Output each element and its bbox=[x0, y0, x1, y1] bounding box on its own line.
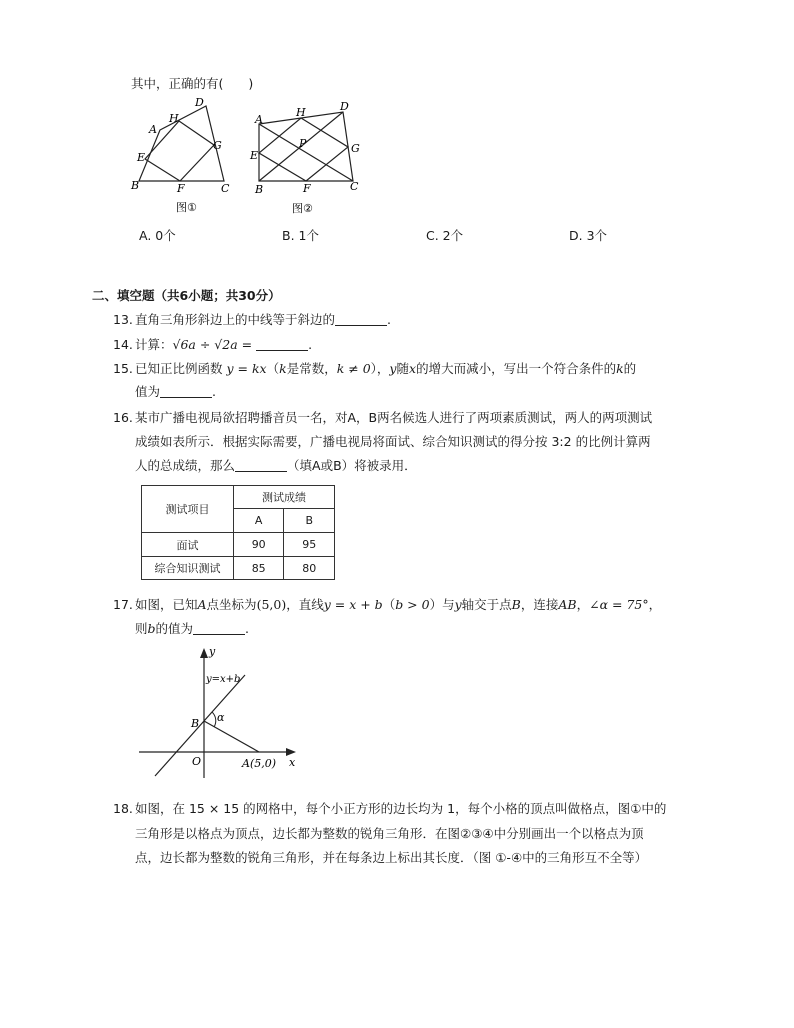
q18-number: 18. bbox=[113, 801, 133, 816]
q12-figure-2 bbox=[246, 95, 368, 217]
q15-text-a: 已知正比例函数 bbox=[135, 361, 227, 376]
question-15-line2 bbox=[135, 384, 216, 400]
choice-c: C. 2个 bbox=[426, 228, 464, 243]
angle-alpha-arc bbox=[212, 712, 216, 727]
q17-text-e: ）与 bbox=[429, 597, 455, 612]
y-axis-arrow bbox=[200, 648, 208, 658]
q18-line2: 三角形是以格点为顶点，边长都为整数的锐角三角形．在图②③④中分别画出一个以格点为顶 bbox=[135, 826, 644, 841]
q16-number: 16. bbox=[113, 410, 133, 425]
question-18-line3 bbox=[135, 850, 647, 866]
q18-line1: 如图，在 15 × 15 的网格中，每个小正方形的边长均为 1，每个小格的顶点叫做格点，图①中的 bbox=[135, 801, 667, 816]
q16-line3a: 人的总成绩，那么 bbox=[135, 458, 236, 473]
q13-number: 13. bbox=[113, 312, 133, 327]
q16-line1: 某市广播电视局欲招聘播音员一名，对A，B两名候选人进行了两项素质测试，两人的两项测试 bbox=[135, 410, 653, 425]
fig2-label-A: A bbox=[255, 113, 263, 126]
q17-b: b bbox=[147, 621, 156, 636]
q17-AB: AB bbox=[558, 597, 577, 612]
fig1-caption: 图① bbox=[176, 201, 197, 214]
graph-label-x: x bbox=[289, 756, 296, 769]
fig2-label-C: C bbox=[350, 180, 359, 193]
segment-AB bbox=[204, 721, 259, 752]
table-row bbox=[142, 557, 335, 580]
fig1-label-D: D bbox=[195, 96, 204, 109]
q14-number: 14. bbox=[113, 337, 133, 352]
fig2-label-P: P bbox=[299, 137, 307, 150]
q17-coord: (5,0) bbox=[256, 597, 287, 612]
fig1-label-G: G bbox=[213, 139, 222, 152]
q13-text: 直角三角形斜边上的中线等于斜边的 bbox=[135, 312, 336, 327]
q13-end: . bbox=[387, 312, 391, 327]
fig2-diagonal-AC bbox=[259, 124, 353, 181]
q16-line2: 成绩如表所示．根据实际需要，广播电视局将面试、综合知识测试的得分按 3:2 的比例计算两 bbox=[135, 434, 651, 449]
fig2-label-E: E bbox=[250, 149, 259, 162]
q16-score-table bbox=[141, 485, 335, 580]
table-col-B: B bbox=[284, 509, 335, 533]
question-14 bbox=[113, 337, 312, 353]
question-13 bbox=[113, 312, 391, 328]
q17-text-i: ， bbox=[648, 597, 662, 612]
q15-text-e: 随 bbox=[396, 361, 409, 376]
cell-knowledge-B: 80 bbox=[284, 557, 335, 580]
choice-b: B. 1个 bbox=[282, 228, 319, 243]
q17-b-cond: b > 0 bbox=[395, 597, 430, 612]
table-group-header: 测试成绩 bbox=[233, 486, 334, 509]
q17-line-eq: y = x + b bbox=[323, 597, 383, 612]
q17-line2b: 的值为 bbox=[155, 621, 194, 636]
q15-k-condition: k ≠ 0 bbox=[336, 361, 371, 376]
cell-interview-A: 90 bbox=[233, 533, 284, 557]
q17-text-h: ， bbox=[576, 597, 590, 612]
question-16-line2 bbox=[135, 434, 651, 450]
q15-y: y bbox=[389, 361, 397, 376]
choice-a: A. 0个 bbox=[139, 228, 176, 243]
q15-text-c: 是常数， bbox=[286, 361, 337, 376]
q17-y-axis: y bbox=[454, 597, 462, 612]
q17-number: 17. bbox=[113, 597, 133, 612]
q15-line2: 值为 bbox=[135, 384, 161, 399]
question-15 bbox=[113, 361, 636, 377]
table-row bbox=[142, 533, 335, 557]
x-axis-arrow bbox=[286, 748, 296, 756]
q14-expression: √6a ÷ √2a = bbox=[172, 337, 253, 352]
q16-line3b: （填A或B）将被录用． bbox=[287, 458, 417, 473]
question-18-line2 bbox=[135, 826, 644, 842]
q15-function: y = kx bbox=[226, 361, 267, 376]
q17-text-b: 点坐标为 bbox=[206, 597, 257, 612]
fig1-label-B: B bbox=[131, 179, 140, 192]
q15-k1: k bbox=[279, 361, 287, 376]
q13-blank[interactable] bbox=[335, 313, 387, 326]
q14-blank[interactable] bbox=[256, 338, 308, 351]
choice-d: D. 3个 bbox=[569, 228, 608, 243]
q14-prefix: 计算： bbox=[135, 337, 173, 352]
graph-label-O: O bbox=[192, 755, 202, 768]
fig2-label-D: D bbox=[340, 100, 349, 113]
q15-blank[interactable] bbox=[160, 385, 212, 398]
row-label-interview: 面试 bbox=[142, 533, 234, 557]
q15-text-b: （ bbox=[266, 361, 280, 376]
fig2-caption: 图② bbox=[292, 202, 313, 215]
q18-line3: 点，边长都为整数的锐角三角形，并在每条边上标出其长度．（图 ①-④中的三角形互不全等） bbox=[135, 850, 648, 865]
q17-A: A bbox=[197, 597, 207, 612]
q15-text-g: 的 bbox=[623, 361, 637, 376]
graph-label-y: y bbox=[209, 645, 216, 658]
q17-text-d: （ bbox=[382, 597, 396, 612]
fig1-label-E: E bbox=[137, 151, 146, 164]
question-16-line3 bbox=[135, 458, 417, 474]
q15-text-f: 的增大而减小，写出一个符合条件的 bbox=[416, 361, 617, 376]
graph-label-alpha: α bbox=[217, 711, 225, 724]
q17-text-c: ，直线 bbox=[286, 597, 324, 612]
q15-k2: k bbox=[616, 361, 624, 376]
q12-stem-tail: 其中，正确的有( ) bbox=[131, 76, 254, 91]
q17-text-a: 如图，已知 bbox=[135, 597, 198, 612]
question-17-line2 bbox=[135, 621, 249, 637]
fig2-label-B: B bbox=[255, 183, 264, 196]
q12-figure-1 bbox=[126, 95, 236, 217]
table-col-A: A bbox=[233, 509, 284, 533]
q16-blank[interactable] bbox=[235, 459, 287, 472]
fig2-label-F: F bbox=[303, 182, 311, 195]
cell-interview-B: 95 bbox=[284, 533, 335, 557]
fig1-label-H: H bbox=[169, 112, 179, 125]
question-18-line1 bbox=[113, 801, 666, 817]
question-17-line1 bbox=[113, 597, 661, 613]
fig1-label-F: F bbox=[177, 182, 185, 195]
q17-angle: ∠α = 75° bbox=[589, 597, 649, 612]
graph-label-eq: y=x+b bbox=[206, 674, 241, 685]
row-label-knowledge: 综合知识测试 bbox=[142, 557, 234, 580]
question-16-line1 bbox=[113, 410, 652, 426]
graph-label-A: A(5,0) bbox=[242, 757, 277, 770]
q17-text-g: ，连接 bbox=[520, 597, 559, 612]
section-title: 二、填空题（共6小题；共30分） bbox=[92, 288, 281, 303]
fig1-label-A: A bbox=[149, 123, 157, 136]
q14-end: . bbox=[308, 337, 313, 352]
cell-knowledge-A: 85 bbox=[233, 557, 284, 580]
fig2-label-H: H bbox=[296, 106, 306, 119]
q17-B: B bbox=[511, 597, 521, 612]
q17-text-f: 轴交于点 bbox=[461, 597, 512, 612]
q15-x: x bbox=[409, 361, 417, 376]
q17-end: . bbox=[245, 621, 250, 636]
q15-text-d: ）， bbox=[370, 361, 390, 376]
table-corner-header: 测试项目 bbox=[142, 486, 234, 533]
q17-line2a: 则 bbox=[135, 621, 148, 636]
q17-graph bbox=[134, 645, 304, 780]
q15-number: 15. bbox=[113, 361, 133, 376]
graph-label-B: B bbox=[191, 717, 200, 730]
q17-blank[interactable] bbox=[193, 622, 245, 635]
q15-end: . bbox=[212, 384, 216, 399]
fig1-label-C: C bbox=[221, 182, 230, 195]
fig2-label-G: G bbox=[351, 142, 360, 155]
